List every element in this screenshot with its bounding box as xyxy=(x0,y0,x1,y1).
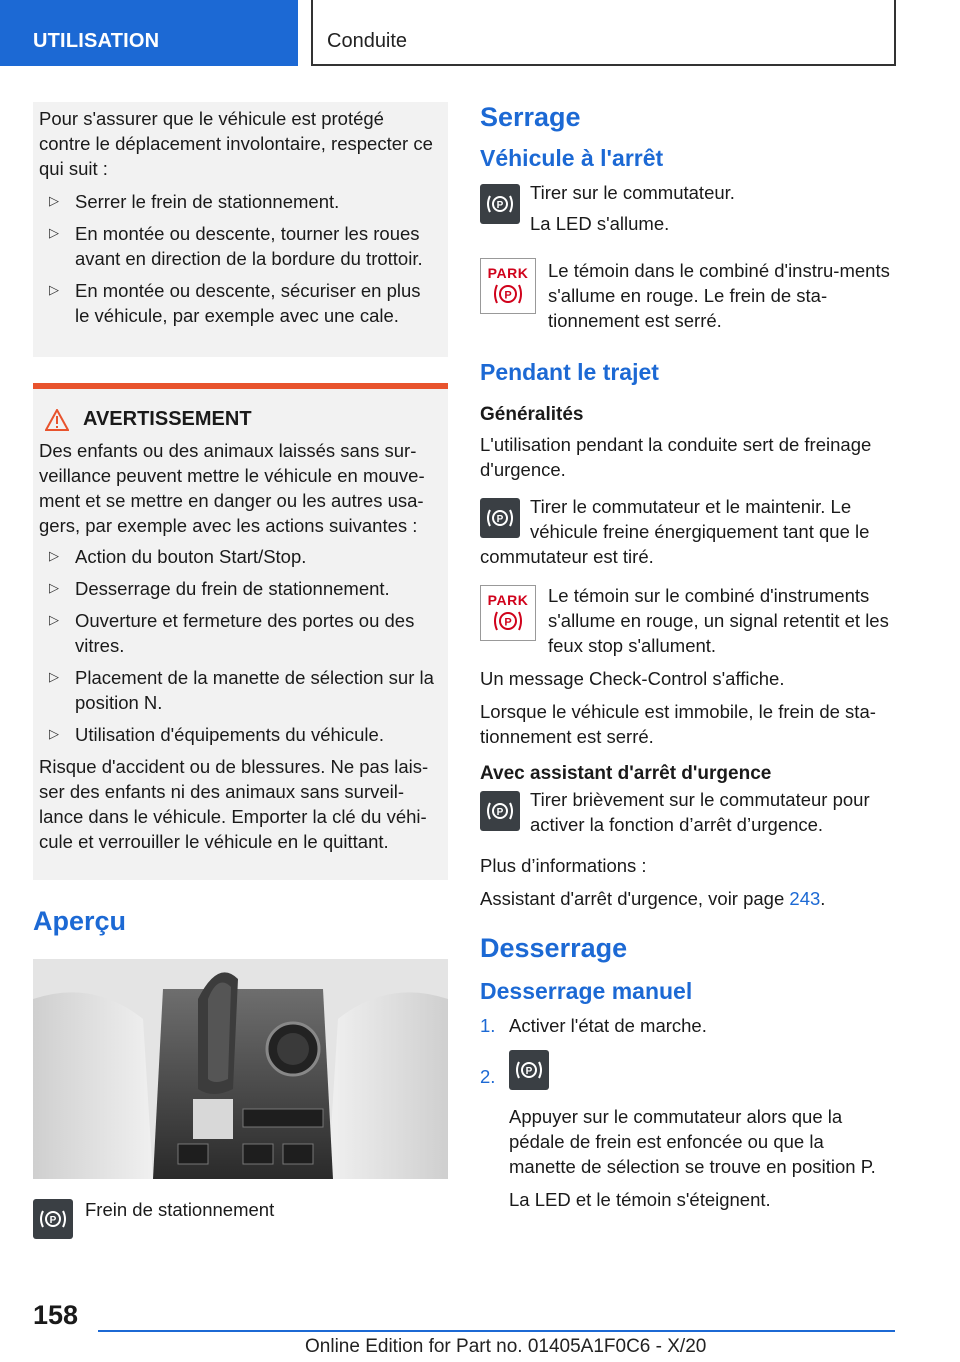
list-item: ▷ En montée ou descente, sécuriser en plus le véhicule, par exemple avec une cale. xyxy=(39,278,440,328)
svg-text:P: P xyxy=(504,616,512,628)
note-list xyxy=(39,189,440,328)
page-number: 158 xyxy=(33,1300,79,1330)
svg-text:P: P xyxy=(504,289,512,301)
release-step-1 xyxy=(480,1013,895,1038)
stop-step-row xyxy=(480,184,895,236)
step-number: 2. xyxy=(480,1066,496,1087)
drive-lamp-row xyxy=(480,585,895,658)
check-control-text: Un message Check-Control s'affiche. xyxy=(480,668,785,689)
parking-brake-icon xyxy=(480,184,520,224)
right-column xyxy=(480,102,895,1212)
note-box xyxy=(33,102,448,357)
list-item: ▷ Action du bouton Start/Stop. xyxy=(39,544,440,569)
release-title: Desserrage xyxy=(480,933,628,963)
warning-conclusion: Risque d'accident ou de blessures. Ne pas lais‐ser des enfants ni des animaux sans surveil‐lance dans le véhicule. Emporter la clé du véhi‐cule et verrouiller le véhicule en le quittant. xyxy=(39,756,429,852)
note-intro: Pour s'assurer que le véhicule est protégé contre le déplacement involontaire, respecter ce qui suit : xyxy=(39,108,433,179)
overview-title: Aperçu xyxy=(33,906,127,936)
reference-text: Assistant d'arrêt d'urgence, voir page xyxy=(480,888,790,909)
reference-line xyxy=(480,886,895,911)
parking-brake-icon xyxy=(480,498,520,538)
warning-triangle-icon xyxy=(45,409,69,431)
more-info-label: Plus d’informations : xyxy=(480,855,647,876)
svg-text:P: P xyxy=(496,514,504,525)
stop-title: Véhicule à l'arrêt xyxy=(480,145,664,171)
serrage-title: Serrage xyxy=(480,102,581,132)
manual-release-title: Desserrage manuel xyxy=(480,978,693,1004)
warning-list xyxy=(39,544,440,747)
assist-title: Avec assistant d'arrêt d'urgence xyxy=(480,763,772,784)
header-section-tab xyxy=(0,0,298,66)
parking-brake-icon xyxy=(33,1199,73,1239)
park-lamp-label: PARK xyxy=(487,264,529,281)
parking-brake-icon xyxy=(480,791,520,831)
svg-text:P: P xyxy=(525,1066,533,1077)
warning-title: AVERTISSEMENT xyxy=(83,408,252,430)
step-text: Appuyer sur le commutateur alors que la pédale de frein est enfoncée ou que la manette de sélection se trouve en position P. xyxy=(509,1106,876,1177)
drive-step-block xyxy=(480,494,895,569)
stop-lamp-row xyxy=(480,258,895,333)
list-item: ▷ Ouverture et fermeture des portes ou des vitres. xyxy=(39,608,440,658)
list-item: ▷ Serrer le frein de stationnement. xyxy=(39,189,440,214)
header-chapter-label: Conduite xyxy=(327,30,408,52)
console-photo xyxy=(33,959,448,1179)
general-title: Généralités xyxy=(480,404,584,425)
svg-text:P: P xyxy=(496,807,504,818)
immobile-text: Lorsque le véhicule est immobile, le frein de sta‐tionnement est serré. xyxy=(480,701,876,747)
list-item: ▷ Desserrage du frein de stationnement. xyxy=(39,576,440,601)
header-chapter-tab xyxy=(311,0,896,66)
general-text: L'utilisation pendant la conduite sert de freinage d'urgence. xyxy=(480,434,872,480)
list-item: ▷ En montée ou descente, tourner les roues avant en direction de la bordure du trottoir. xyxy=(39,221,440,271)
drive-step-text: Tirer le commutateur et le maintenir. Le véhicule freine énergiquement tant que le commutateur est tiré. xyxy=(480,496,870,567)
warning-heading xyxy=(39,407,440,432)
drive-lamp-text: Le témoin sur le combiné d'instruments s'allume en rouge, un signal retentit et les feux stop s'allument. xyxy=(548,585,889,656)
warning-box xyxy=(33,383,448,880)
overview-caption-row xyxy=(33,1199,448,1239)
stop-lamp-text: Le témoin dans le combiné d'instru‐ments s'allume en rouge. Le frein de sta‐tionnement est serré. xyxy=(548,260,890,331)
list-item: ▷ Placement de la manette de sélection sur la position N. xyxy=(39,665,440,715)
step-number: 1. xyxy=(480,1015,496,1036)
step-text: Activer l'état de marche. xyxy=(509,1015,707,1036)
release-step-2 xyxy=(480,1050,895,1212)
park-warning-lamp-icon xyxy=(480,585,536,641)
stop-step1: Tirer sur le commutateur. xyxy=(530,182,735,203)
step2-result: La LED et le témoin s'éteignent. xyxy=(509,1189,771,1210)
drive-title: Pendant le trajet xyxy=(480,359,659,385)
stop-step2: La LED s'allume. xyxy=(530,213,670,234)
warning-text: Des enfants ou des animaux laissés sans sur‐veillance peuvent mettre le véhicule en mouve‐ment et se mettre en danger ou les autres usa‐gers, par exemple avec les actions suivantes : xyxy=(39,440,425,536)
reference-end: . xyxy=(820,888,826,909)
left-column xyxy=(33,102,448,1239)
footer-edition: Online Edition for Part no. 01405A1F0C6 - X/20 xyxy=(305,1336,707,1357)
list-item: ▷ Utilisation d'équipements du véhicule. xyxy=(39,722,440,747)
svg-text:P: P xyxy=(496,200,504,211)
overview-caption: Frein de stationnement xyxy=(85,1199,275,1220)
page-reference-link[interactable]: 243 xyxy=(789,888,821,909)
assist-step-text: Tirer brièvement sur le commutateur pour activer la fonction d’arrêt d’urgence. xyxy=(530,789,870,835)
assist-step-row xyxy=(480,791,895,837)
footer-divider xyxy=(98,1330,895,1332)
header-section-label: UTILISATION xyxy=(33,30,160,52)
park-warning-lamp-icon xyxy=(480,258,536,314)
svg-text:P: P xyxy=(49,1215,57,1226)
park-lamp-label: PARK xyxy=(487,591,529,608)
parking-brake-icon xyxy=(509,1050,549,1090)
center-console-illustration xyxy=(33,959,448,1179)
